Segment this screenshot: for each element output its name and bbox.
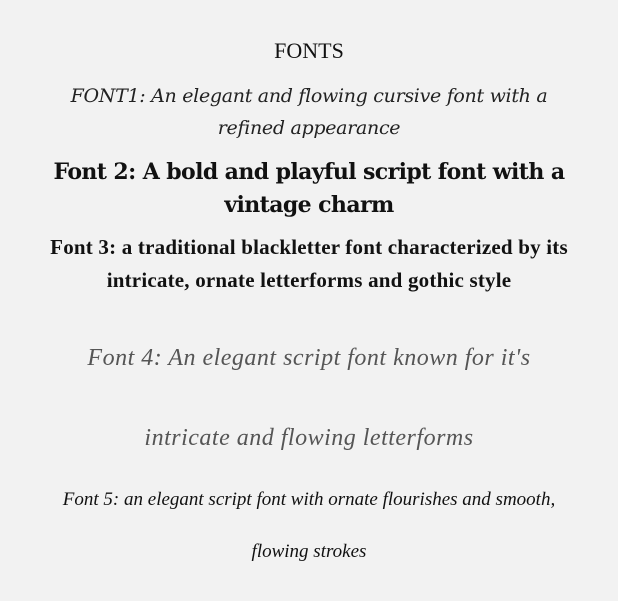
font-sample-4 xyxy=(0,318,618,478)
font-sample-1-text: FONT1: An elegant and flowing cursive font with a refined appearance xyxy=(70,85,548,139)
page-title xyxy=(0,38,618,64)
font-sample-2-text: Font 2: A bold and playful script font with a vintage charm xyxy=(53,159,565,218)
font-sample-3 xyxy=(0,231,618,297)
font-sample-2 xyxy=(0,156,618,222)
font-sample-5 xyxy=(0,474,618,578)
font-sample-4-text: Font 4: An elegant script font known for it's intricate and flowing letterforms xyxy=(87,345,531,451)
font-sample-3-text: Font 3: a traditional blackletter font characterized by its intricate, ornate letterforms and gothic style xyxy=(50,235,568,292)
font-sample-5-text: Font 5: an elegant script font with ornate flourishes and smooth, flowing strokes xyxy=(62,489,556,562)
font-sample-1 xyxy=(0,80,618,144)
title-text: FONTS xyxy=(274,38,344,63)
